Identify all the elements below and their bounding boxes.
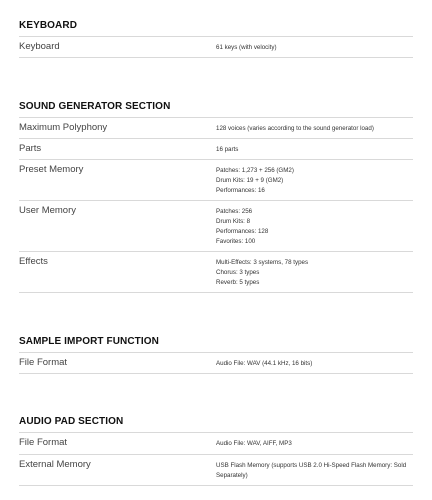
spec-label: User Memory xyxy=(19,205,77,216)
section-heading-sound-generator: SOUND GENERATOR SECTION xyxy=(19,101,171,112)
spec-label: File Format xyxy=(19,437,68,448)
spec-value: Patches: 256 xyxy=(216,208,253,215)
spec-value: Audio File: WAV (44.1 kHz, 16 bits) xyxy=(216,360,313,367)
spec-values xyxy=(216,166,416,196)
spec-label: Maximum Polyphony xyxy=(19,122,108,133)
spec-values xyxy=(216,43,416,53)
spec-values xyxy=(216,359,416,369)
spec-row-file-format xyxy=(19,352,413,374)
spec-value: USB Flash Memory (supports USB 2.0 Hi-Speed Flash Memory: Sold Separately) xyxy=(216,462,407,479)
spec-row-preset-memory xyxy=(19,159,413,201)
spec-value: Drum Kits: 19 + 9 (GM2) xyxy=(216,177,284,184)
spec-value: Favorites: 100 xyxy=(216,238,256,245)
spec-label: Parts xyxy=(19,143,42,154)
spec-value: Audio File: WAV, AIFF, MP3 xyxy=(216,440,292,447)
spec-values xyxy=(216,439,416,449)
spec-values xyxy=(216,145,416,155)
spec-values xyxy=(216,124,416,134)
spec-value: Performances: 128 xyxy=(216,228,269,235)
spec-row-audio-file-format xyxy=(19,432,413,455)
spec-values xyxy=(216,207,416,247)
spec-row-maximum-polyphony xyxy=(19,117,413,139)
spec-value: 16 parts xyxy=(216,146,239,153)
spec-row-parts xyxy=(19,138,413,160)
spec-value: 128 voices (varies according to the sound generator load) xyxy=(216,125,374,132)
spec-value: Patches: 1,273 + 256 (GM2) xyxy=(216,167,294,174)
spec-values xyxy=(216,461,416,481)
spec-value: Multi-Effects: 3 systems, 78 types xyxy=(216,259,309,266)
spec-value: Reverb: 5 types xyxy=(216,279,260,286)
spec-value: 61 keys (with velocity) xyxy=(216,44,277,51)
spec-row-effects xyxy=(19,251,413,293)
spec-row-external-memory xyxy=(19,454,413,486)
section-heading-keyboard: KEYBOARD xyxy=(19,20,78,31)
spec-row-keyboard xyxy=(19,36,413,58)
spec-label: Preset Memory xyxy=(19,164,84,175)
spec-label: Keyboard xyxy=(19,41,60,52)
spec-values xyxy=(216,258,416,288)
spec-label: File Format xyxy=(19,357,68,368)
spec-value: Performances: 16 xyxy=(216,187,265,194)
section-heading-sample-import: SAMPLE IMPORT FUNCTION xyxy=(19,336,159,347)
spec-value: Drum Kits: 8 xyxy=(216,218,251,225)
section-heading-audio-pad: AUDIO PAD SECTION xyxy=(19,416,124,427)
spec-label: Effects xyxy=(19,256,48,267)
spec-label: External Memory xyxy=(19,459,91,470)
spec-value: Chorus: 3 types xyxy=(216,269,260,276)
spec-row-user-memory xyxy=(19,200,413,252)
